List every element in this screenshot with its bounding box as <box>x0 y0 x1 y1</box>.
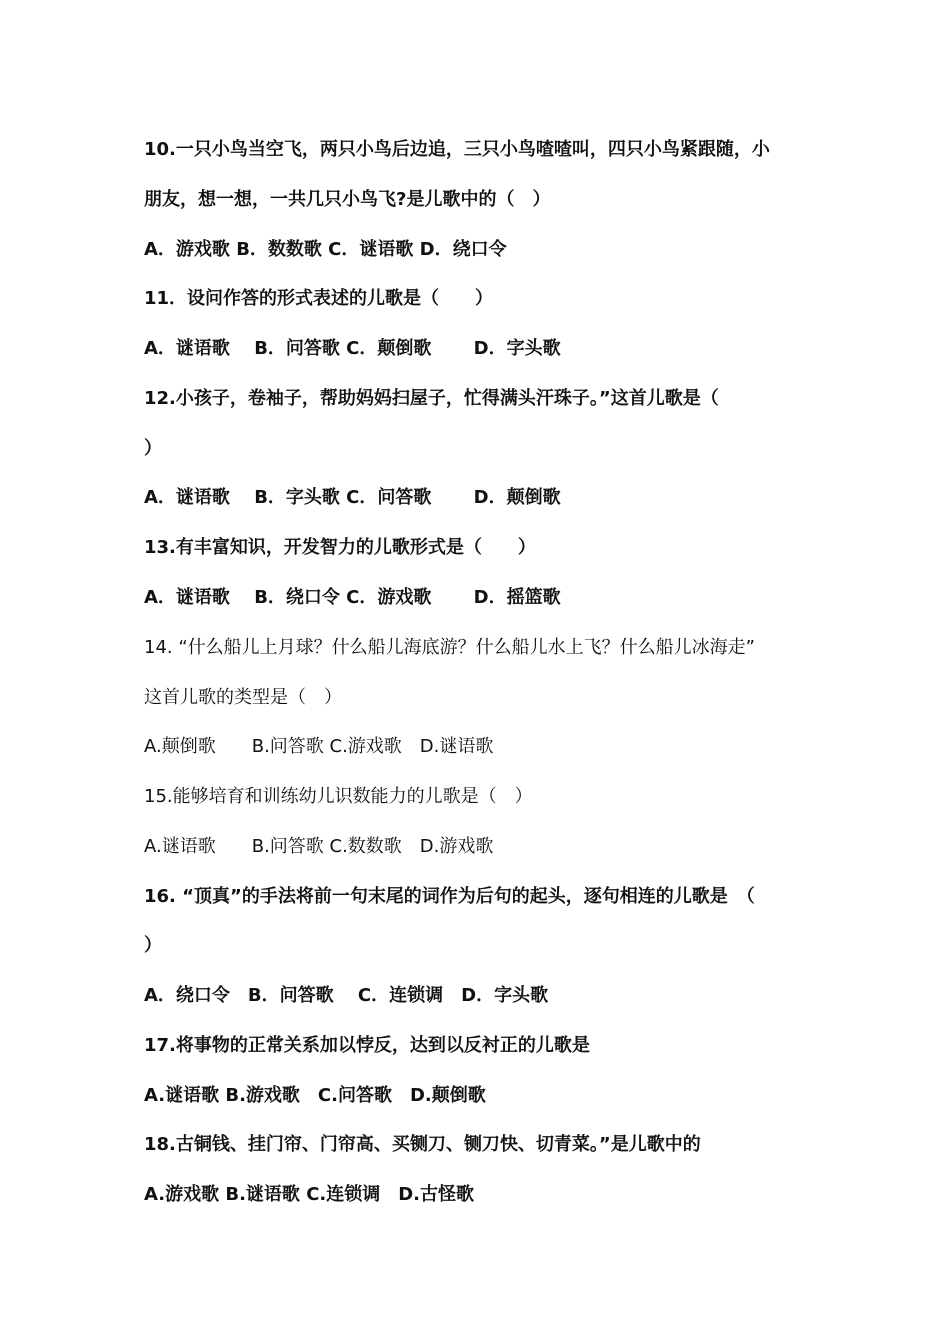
question-12-line-1: 12.小孩子，卷袖子，帮助妈妈扫屋子，忙得满头汗珠子。”这首儿歌是（ <box>144 388 719 409</box>
question-11-line-1: 11．设问作答的形式表述的儿歌是（ ） <box>144 288 494 309</box>
question-14-line-2: 这首儿歌的类型是（ ） <box>144 687 342 708</box>
question-16-options: A．绕口令 B．问答歌 C．连锁调 D．字头歌 <box>144 985 549 1006</box>
question-16-line-1: 16. “顶真”的手法将前一句末尾的词作为后句的起头，逐句相连的儿歌是 （ <box>144 886 755 907</box>
question-12-options: A．谜语歌 B．字头歌 C．问答歌 D．颠倒歌 <box>144 487 561 508</box>
question-17-line-1: 17.将事物的正常关系加以悖反，达到以反衬正的儿歌是 <box>144 1035 590 1056</box>
question-14-line-1: 14. “什么船儿上月球？什么船儿海底游？什么船儿水上飞？什么船儿冰海走” <box>144 637 755 658</box>
question-11-options: A．谜语歌 B．问答歌 C．颠倒歌 D．字头歌 <box>144 338 561 359</box>
question-10-options: A．游戏歌 B．数数歌 C．谜语歌 D．绕口令 <box>144 239 507 260</box>
question-14-options: A.颠倒歌 B.问答歌 C.游戏歌 D.谜语歌 <box>144 736 494 757</box>
question-18-options: A.游戏歌 B.谜语歌 C.连锁调 D.古怪歌 <box>144 1184 475 1205</box>
question-10-line-2: 朋友，想一想，一共几只小鸟飞?是儿歌中的（ ） <box>144 189 551 210</box>
question-17-options: A.谜语歌 B.游戏歌 C.问答歌 D.颠倒歌 <box>144 1085 486 1106</box>
question-12-line-2: ） <box>144 438 162 459</box>
question-16-line-2: ） <box>144 935 162 956</box>
question-15-line-1: 15.能够培育和训练幼儿识数能力的儿歌是（ ） <box>144 786 533 807</box>
question-18-line-1: 18.古铜钱、挂门帘、门帘高、买铡刀、铡刀快、切青菜。”是儿歌中的 <box>144 1134 701 1155</box>
question-10-line-1: 10.一只小鸟当空飞，两只小鸟后边追，三只小鸟喳喳叫，四只小鸟紧跟随，小 <box>144 139 770 160</box>
question-13-options: A．谜语歌 B．绕口令 C．游戏歌 D．摇篮歌 <box>144 587 561 608</box>
question-13-line-1: 13.有丰富知识，开发智力的儿歌形式是（ ） <box>144 537 536 558</box>
question-15-options: A.谜语歌 B.问答歌 C.数数歌 D.游戏歌 <box>144 836 494 857</box>
